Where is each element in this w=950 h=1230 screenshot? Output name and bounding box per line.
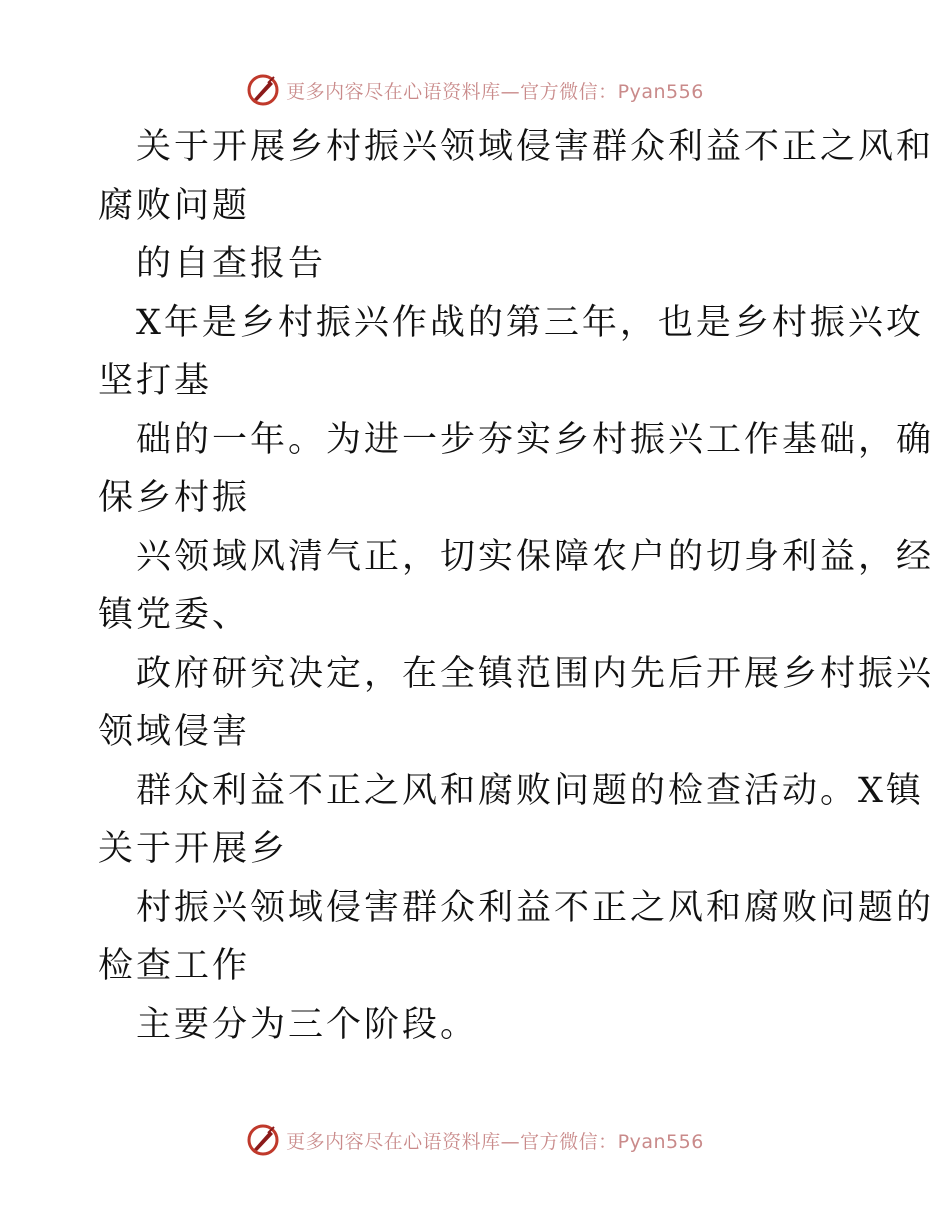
document-line: 保乡村振 [98, 478, 251, 518]
document-line: 主要分为三个阶段。 [136, 1004, 479, 1045]
document-line: 础的一年。为进一步夯实乡村振兴工作基础，确 [136, 419, 935, 460]
quill-seal-icon [246, 73, 280, 107]
document-line: 的自查报告 [136, 244, 327, 284]
document-line: 政府研究决定，在全镇范围内先后开展乡村振兴 [136, 653, 935, 694]
document-line: X年是乡村振兴作战的第三年，也是乡村振兴攻 [136, 302, 924, 343]
document-line: 关于开展乡 [98, 829, 289, 869]
document-line: 检查工作 [98, 946, 251, 986]
document-line: 关于开展乡村振兴领域侵害群众利益不正之风和 [136, 127, 935, 167]
header-watermark [0, 70, 950, 110]
footer-watermark [0, 1120, 950, 1160]
document-line: 群众利益不正之风和腐败问题的检查活动。X镇 [136, 770, 924, 811]
document-line: 腐败问题 [98, 185, 251, 226]
watermark-text: 更多内容尽在心语资料库—官方微信：Pyan556 [286, 80, 704, 103]
document-line: 坚打基 [98, 361, 213, 401]
document-line: 兴领域风清气正，切实保障农户的切身利益，经 [136, 536, 935, 577]
watermark-text: 更多内容尽在心语资料库—官方微信：Pyan556 [286, 1130, 704, 1153]
quill-seal-icon [246, 1123, 280, 1157]
document-line: 领域侵害 [98, 712, 251, 752]
document-line: 镇党委、 [98, 595, 251, 635]
document-line: 村振兴领域侵害群众利益不正之风和腐败问题的 [136, 887, 935, 928]
